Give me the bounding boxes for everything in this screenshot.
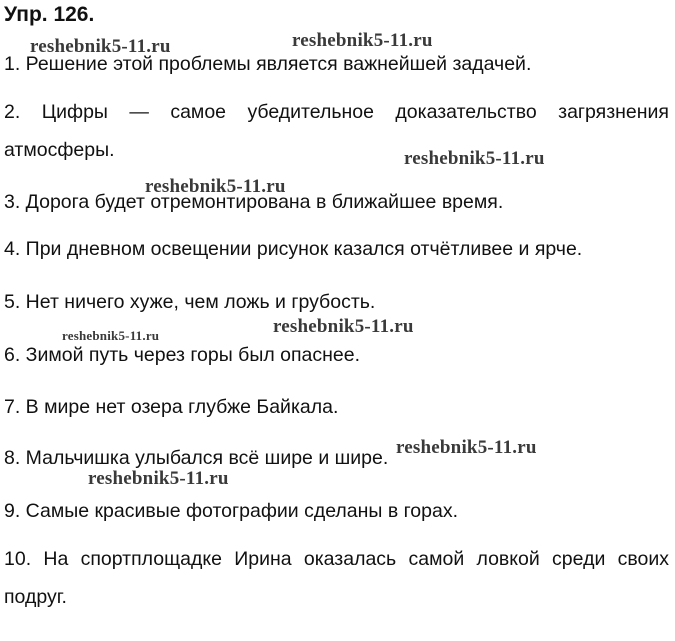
sentence-2: 2. Цифры — самое убедительное доказательство загрязнения атмосферы.: [4, 101, 669, 161]
watermark: reshebnik5-11.ru: [404, 148, 545, 169]
watermark: reshebnik5-11.ru: [273, 316, 414, 337]
sentence-9: 9. Самые красивые фотографии сделаны в горах.: [4, 500, 458, 522]
exercise-title: Упр. 126.: [4, 3, 95, 26]
watermark: reshebnik5-11.ru: [88, 468, 229, 489]
sentence-4: 4. При дневном освещении рисунок казался отчётливее и ярче.: [4, 238, 583, 260]
sentence-1: 1. Решение этой проблемы является важнейшей задачей.: [4, 53, 532, 75]
sentence-7: 7. В мире нет озера глубже Байкала.: [4, 396, 339, 418]
sentence-5: 5. Нет ничего хуже, чем ложь и грубость.: [4, 291, 376, 313]
sentence-3: 3. Дорога будет отремонтирована в ближайшее время.: [4, 191, 504, 213]
watermark: reshebnik5-11.ru: [396, 437, 537, 458]
watermark: reshebnik5-11.ru: [292, 30, 433, 51]
watermark: reshebnik5-11.ru: [145, 176, 286, 197]
sentence-6: 6. Зимой путь через горы был опаснее.: [4, 344, 361, 366]
watermark: reshebnik5-11.ru: [62, 328, 160, 343]
sentence-10: 10. На спортплощадке Ирина оказалась самой ловкой среди своих подруг.: [4, 548, 669, 608]
sentence-8: 8. Мальчишка улыбался всё шире и шире.: [4, 447, 389, 469]
watermark: reshebnik5-11.ru: [30, 36, 171, 57]
